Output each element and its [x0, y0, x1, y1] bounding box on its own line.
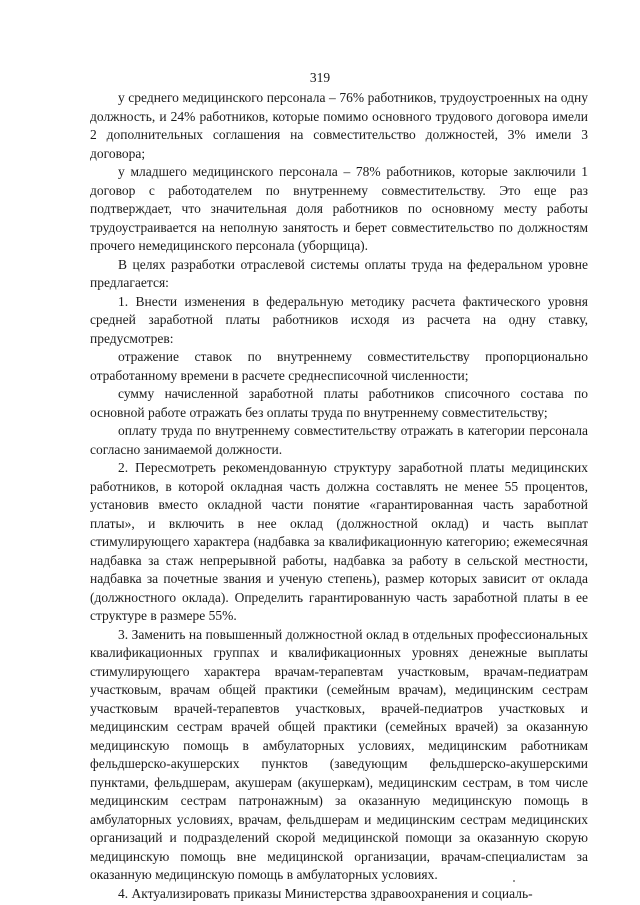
- page-body: [90, 89, 588, 903]
- paragraph-4: 1. Внести изменения в федеральную методику расчета фактического уровня средней заработной платы работников исходя из расчета на одну ставку, предусмотрев:: [90, 293, 588, 346]
- paragraph-9: 3. Заменить на повышенный должностной оклад в отдельных профессиональных квалификационных группах и квалификационных уровнях денежные выплаты стимулирующего характера врачам-терапевтам участковым, врачам-педиатрам участковым, врачам общей практики (семейным врачам), медицинским сестрам участковым врачей-терапевтов участковых, врачей-педиатров участковых и медицинским сестрам врачей общей практики (семейных врачей) за оказанную медицинскую помощь в амбулаторных условиях, медицинским работникам фельдшерско-акушерских пунктов (заведующим фельдшерско-акушерскими пунктами, фельдшерам, акушерам (акушеркам), медицинским сестрам, в том числе медицинским сестрам патронажным) за оказанную медицинскую помощь в амбулаторных условиях, врачам, фельдшерам и медицинским сестрам медицинских организаций и подразделений скорой медицинской помощи за оказанную скорую медицинскую помощь вне медицинской организации, врачам-специалистам за оказанную медицинскую помощь в амбулаторных условиях.: [90, 626, 588, 882]
- paragraph-3: В целях разработки отраслевой системы оплаты труда на федеральном уровне предлагается:: [90, 256, 588, 290]
- page-number: 319: [309, 70, 331, 85]
- paragraph-1: у среднего медицинского персонала – 76% работников, трудоустроенных на одну должность, и 24% работников, которые помимо основного трудового договора имели 2 дополнительных соглашения на совместительство должностей, 3% имели 3 договора;: [90, 90, 588, 161]
- paragraph-6: сумму начисленной заработной платы работников списочного состава по основной работе отражать без оплаты труда по внутреннему совместительству;: [90, 386, 588, 420]
- paragraph-7: оплату труда по внутреннему совместительству отражать в категории персонала согласно занимаемой должности.: [90, 423, 588, 457]
- paragraph-10: 4. Актуализировать приказы Министерства здравоохранения и социаль-: [118, 885, 533, 901]
- paragraph-5: отражение ставок по внутреннему совместительству пропорционально отработанному времени в расчете среднесписочной численности;: [90, 349, 588, 383]
- paragraph-2: у младшего медицинского персонала – 78% работников, которые заключили 1 договор с работодателем по внутреннему совместительству. Это еще раз подтверждает, что значительная доля работников по основному месту работы трудоустраивается на неполную занятость и берет совместительство по должностям прочего немедицинского персонала (уборщица).: [90, 164, 588, 253]
- scan-speck: [513, 880, 515, 882]
- paragraph-8: 2. Пересмотреть рекомендованную структуру заработной платы медицинских работников, в которой окладная часть должна составлять не менее 55 процентов, установив вместо окладной части понятие «гарантированная часть заработной платы», и включить в нее оклад (должностной оклад) и часть выплат стимулирующего характера (надбавка за квалификационную категорию; ежемесячная надбавка за стаж непрерывной работы, надбавка за работу в сельской местности, надбавка за почетные звания и ученую степень), размер которых зависит от оклада (должностного оклада). Определить гарантированную часть заработной платы в ее структуре в размере 55%.: [90, 460, 588, 623]
